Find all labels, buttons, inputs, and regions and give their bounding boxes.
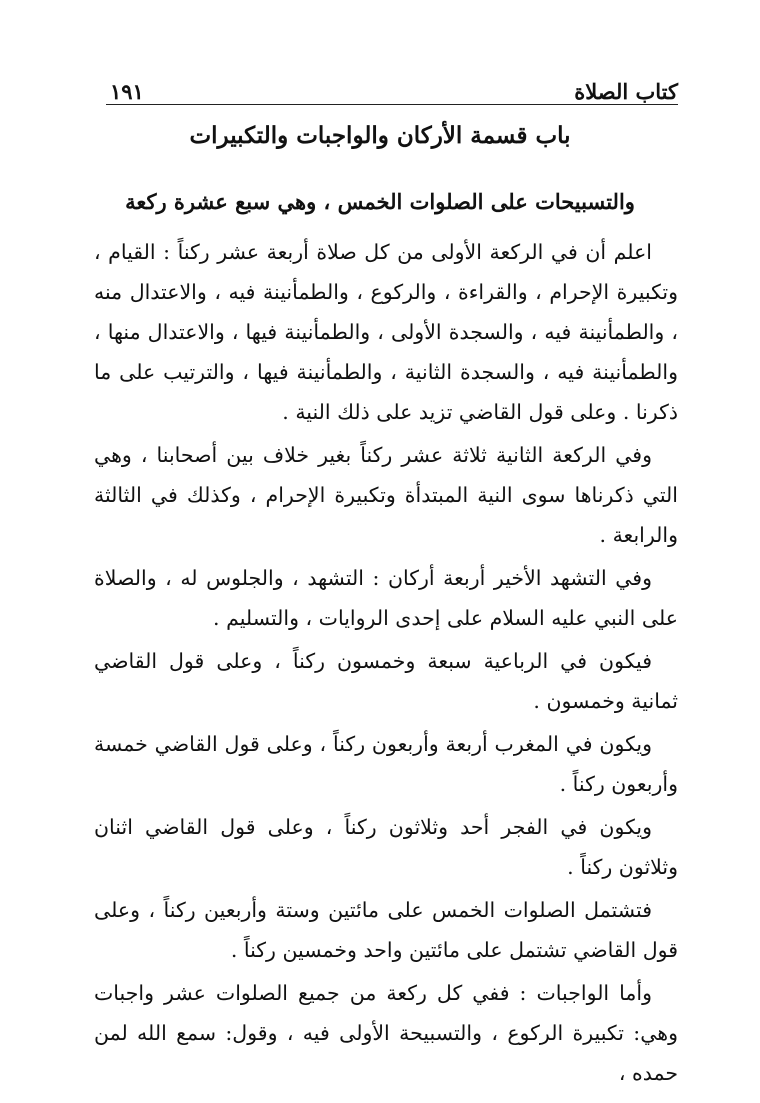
running-header	[110, 70, 678, 102]
paragraph: فيكون في الرباعية سبعة وخمسون ركناً ، وعلى قول القاضي ثمانية وخمسون .	[94, 649, 678, 713]
body-text	[94, 232, 678, 1096]
book-title: كتاب الصلاة	[574, 79, 678, 104]
paragraph: وفي الركعة الثانية ثلاثة عشر ركناً بغير خلاف بين أصحابنا ، وهي التي ذكرناها سوى النية المبتدأة وتكبيرة الإحرام ، وكذلك في الثالثة والرابعة .	[94, 443, 678, 547]
paragraph: ويكون في المغرب أربعة وأربعون ركناً ، وعلى قول القاضي خمسة وأربعون ركناً .	[94, 732, 678, 796]
chapter-title: باب قسمة الأركان والواجبات والتكبيرات	[189, 122, 571, 149]
paragraph: اعلم أن في الركعة الأولى من كل صلاة أربعة عشر ركناً : القيام ، وتكبيرة الإحرام ، والقراءة ، والركوع ، والطمأنينة فيه ، والاعتدال منه ، والطمأنينة فيه ، والسجدة الأولى ، والطمأنينة فيها ، والاعتدال منها ، والطمأنينة فيه ، والسجدة الثانية ، والطمأنينة فيها ، والترتيب على ما ذكرنا . وعلى قول القاضي تزيد على ذلك النية .	[94, 240, 678, 424]
page-number: ١٩١	[110, 79, 144, 104]
paragraph: ويكون في الفجر أحد وثلاثون ركناً ، وعلى قول القاضي اثنان وثلاثون ركناً .	[94, 815, 678, 879]
paragraph: وأما الواجبات : ففي كل ركعة من جميع الصلوات عشر واجبات وهي: تكبيرة الركوع ، والتسبيحة الأولى فيه ، وقول: سمع الله لمن حمده ،	[94, 981, 678, 1085]
chapter-subtitle: والتسبيحات على الصلوات الخمس ، وهي سبع عشرة ركعة	[125, 189, 635, 214]
paragraph: فتشتمل الصلوات الخمس على مائتين وستة وأربعين ركناً ، وعلى قول القاضي تشتمل على مائتين واحد وخمسين ركناً .	[94, 898, 678, 962]
header-rule	[106, 104, 678, 105]
paragraph: وفي التشهد الأخير أربعة أركان : التشهد ، والجلوس له ، والصلاة على النبي عليه السلام على إحدى الروايات ، والتسليم .	[94, 566, 678, 630]
